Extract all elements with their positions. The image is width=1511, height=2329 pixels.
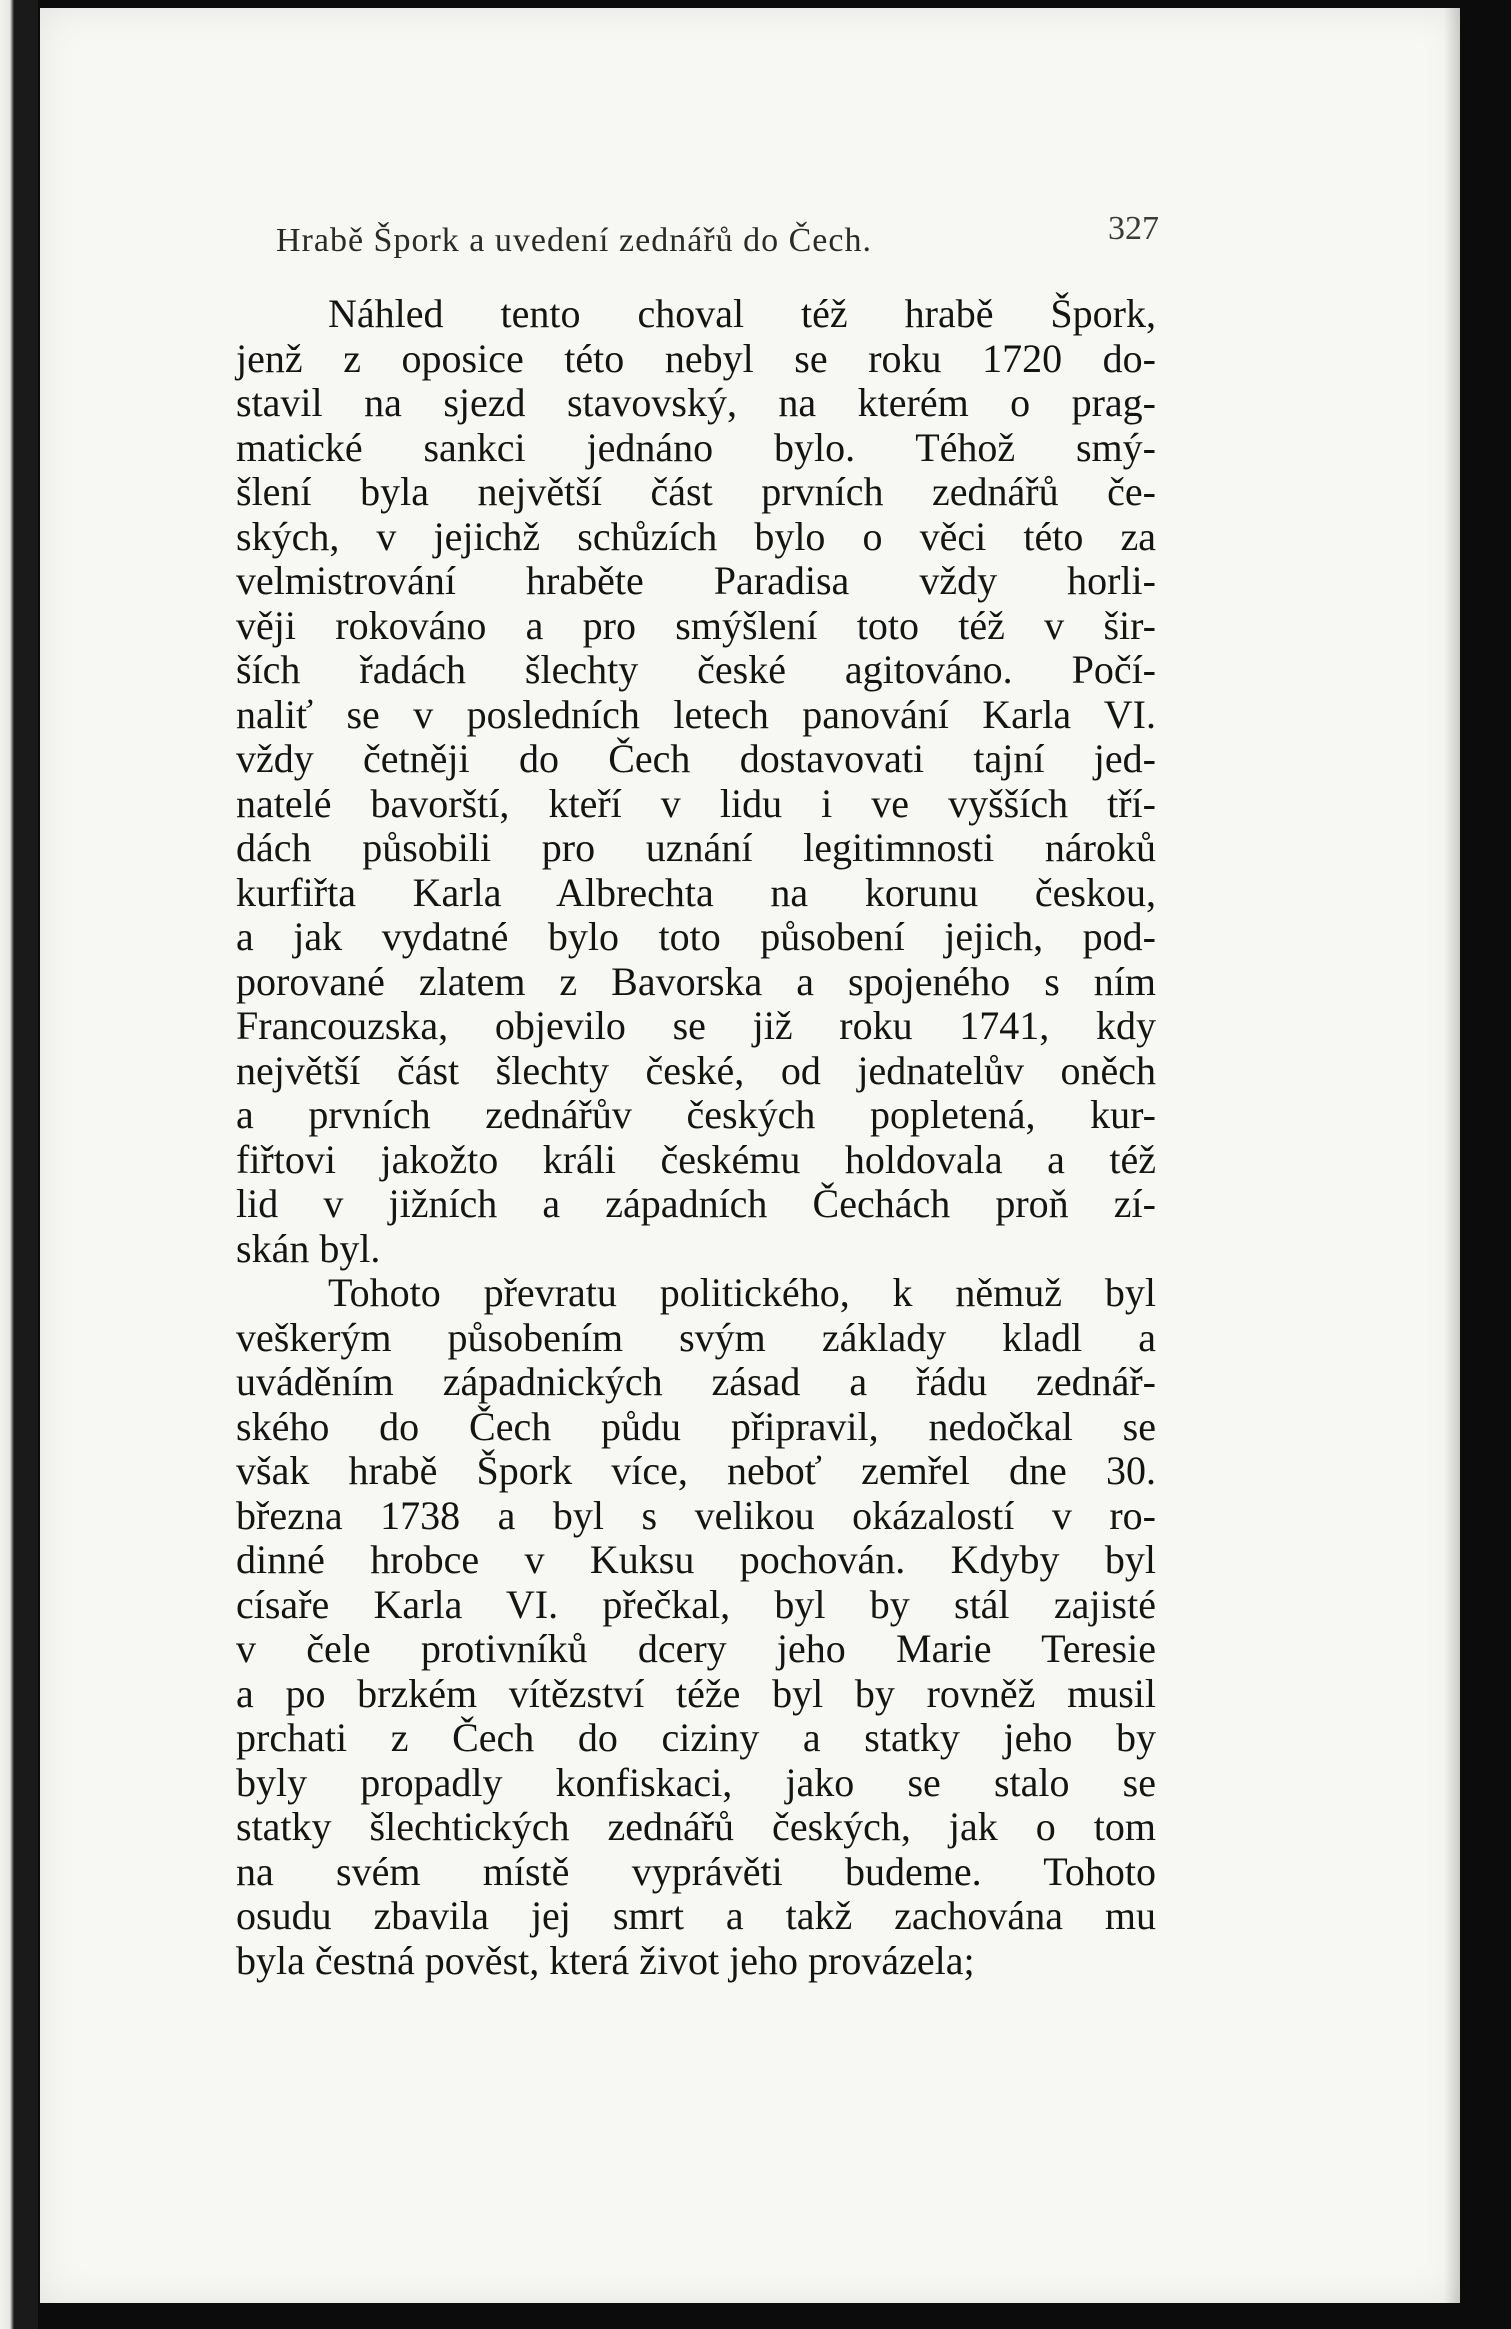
text-line: fiřtovi jakožto králi českému holdovala a též <box>236 1136 1156 1182</box>
text-line: veškerým působením svým základy kladl a <box>236 1314 1156 1360</box>
body-text <box>236 292 1156 1983</box>
text-line: a po brzkém vítězství téže byl by rovněž musil <box>236 1670 1156 1716</box>
text-line: v čele protivníků dcery jeho Marie Teresie <box>236 1626 1156 1671</box>
text-line: lid v jižních a západních Čechách proň zí- <box>236 1181 1156 1226</box>
text-line: skán byl. <box>236 1225 381 1271</box>
text-line: a jak vydatné bylo toto působení jejich, pod- <box>236 914 1156 959</box>
text-line: ských, v jejichž schůzích bylo o věci této za <box>236 513 1156 559</box>
text-line: uváděním západnických zásad a řádu zednář- <box>236 1359 1156 1404</box>
text-line: osudu zbavila jej smrt a takž zachována mu <box>236 1893 1156 1938</box>
text-line: věji rokováno a pro smýšlení toto též v šir- <box>236 602 1156 648</box>
text-line: kurfiřta Karla Albrechta na korunu českou, <box>236 869 1156 915</box>
page-number: 327 <box>1108 210 1159 247</box>
text-line: dách působili pro uznání legitimnosti nároků <box>236 825 1156 870</box>
text-line: šlení byla největší část prvních zednářů če- <box>236 469 1156 514</box>
text-line: císaře Karla VI. přečkal, byl by stál zajisté <box>236 1581 1156 1627</box>
text-line: a prvních zednářův českých popletená, kur- <box>236 1092 1156 1137</box>
text-line: však hrabě Špork více, neboť zemřel dne 30. <box>236 1448 1156 1493</box>
text-line: dinné hrobce v Kuksu pochován. Kdyby byl <box>236 1537 1156 1582</box>
text-line: byla čestná pověst, která život jeho provázela; <box>236 1937 975 1983</box>
page-edge-shadow <box>1444 8 1460 2303</box>
running-title: Hrabě Špork a uvedení zednářů do Čech. <box>276 222 872 259</box>
text-line: března 1738 a byl s velikou okázalostí v ro- <box>236 1492 1156 1538</box>
text-line: na svém místě vyprávěti budeme. Tohoto <box>236 1848 1156 1894</box>
text-line: vždy četněji do Čech dostavovati tajní jed- <box>236 736 1156 781</box>
text-line: velmistrování hraběte Paradisa vždy horli- <box>236 558 1156 603</box>
text-line: porované zlatem z Bavorska a spojeného s ním <box>236 958 1156 1004</box>
text-line: naliť se v posledních letech panování Karla VI. <box>236 691 1156 737</box>
text-line: Náhled tento choval též hrabě Špork, <box>328 291 1156 336</box>
text-line: stavil na sjezd stavovský, na kterém o prag- <box>236 380 1156 425</box>
text-line: byly propadly konfiskaci, jako se stalo se <box>236 1759 1156 1805</box>
facing-page-edge <box>0 0 38 2329</box>
text-line: statky šlechtických zednářů českých, jak o tom <box>236 1804 1156 1849</box>
text-line: jenž z oposice této nebyl se roku 1720 do- <box>236 335 1156 381</box>
text-line: matické sankci jednáno bylo. Téhož smý- <box>236 424 1156 470</box>
text-line: Francouzska, objevilo se již roku 1741, kdy <box>236 1003 1156 1048</box>
text-line: prchati z Čech do ciziny a statky jeho by <box>236 1715 1156 1760</box>
text-line: natelé bavorští, kteří v lidu i ve vyšších tří- <box>236 780 1156 826</box>
text-line: ších řadách šlechty české agitováno. Počí- <box>236 647 1156 692</box>
text-line: největší část šlechty české, od jednatelův oněch <box>236 1047 1156 1093</box>
text-line: ského do Čech půdu připravil, nedočkal se <box>236 1403 1156 1449</box>
text-line: Tohoto převratu politického, k němuž byl <box>328 1270 1156 1315</box>
